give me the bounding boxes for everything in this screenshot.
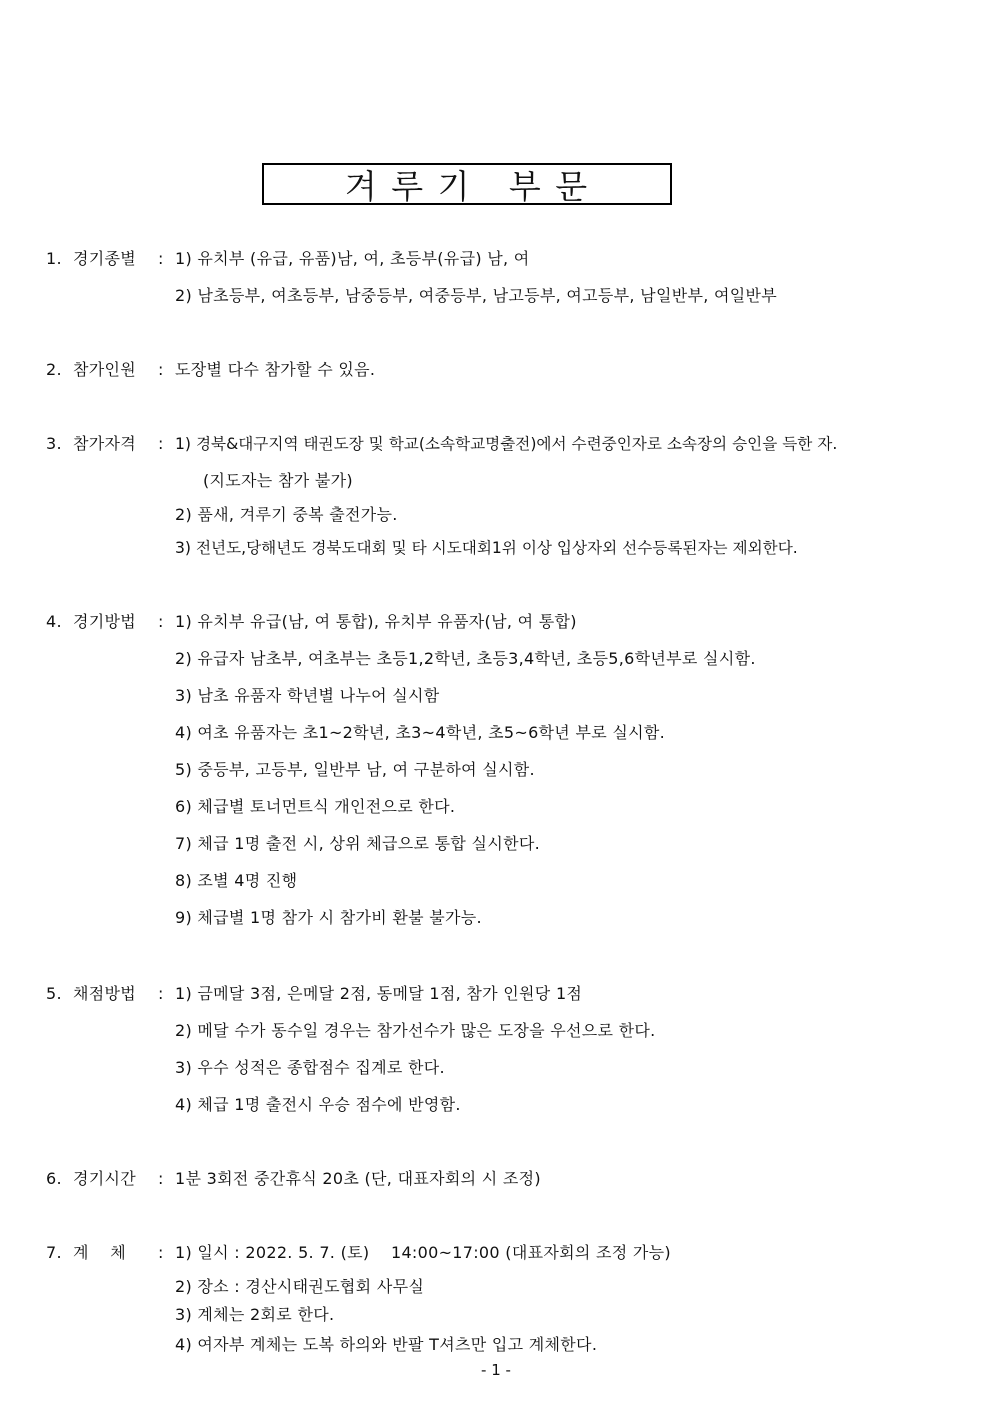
section-number: 6. (46, 1169, 62, 1188)
section-number: 3. (46, 434, 62, 453)
section-label: 경기시간 (73, 1169, 137, 1188)
section-item: 2) 유급자 남초부, 여초부는 초등1,2학년, 초등3,4학년, 초등5,6학년부로 실시함. (175, 649, 756, 668)
section-label: 경기방법 (73, 612, 137, 631)
section-item: 7) 체급 1명 출전 시, 상위 체급으로 통합 실시한다. (175, 834, 540, 853)
section-item: 도장별 다수 참가할 수 있음. (175, 360, 376, 379)
section-item: 3) 계체는 2회로 한다. (175, 1305, 335, 1324)
section-label: 참가자격 (73, 434, 137, 453)
section-item: 1) 일시 : 2022. 5. 7. (토) 14:00~17:00 (대표자회의 조정 가능) (175, 1243, 671, 1262)
section-item: 1분 3회전 중간휴식 20초 (단, 대표자회의 시 조정) (175, 1169, 541, 1188)
section-number: 5. (46, 984, 62, 1003)
section-label: 참가인원 (73, 360, 137, 379)
section-item: 9) 체급별 1명 참가 시 참가비 환불 불가능. (175, 908, 482, 927)
section-label: 경기종별 (73, 249, 137, 268)
section-item: 4) 여초 유품자는 초1~2학년, 초3~4학년, 초5~6학년 부로 실시함. (175, 723, 665, 742)
section-colon: : (158, 249, 164, 268)
section-colon: : (158, 1169, 164, 1188)
section-number: 7. (46, 1243, 62, 1262)
section-title: 겨 루 기 부 문 (344, 166, 590, 206)
section-item: 1) 유치부 유급(남, 여 통합), 유치부 유품자(남, 여 통합) (175, 612, 577, 631)
section-item: 5) 중등부, 고등부, 일반부 남, 여 구분하여 실시함. (175, 760, 535, 779)
section-item: 1) 금메달 3점, 은메달 2점, 동메달 1점, 참가 인원당 1점 (175, 984, 583, 1003)
section-item: 3) 남초 유품자 학년별 나누어 실시함 (175, 686, 440, 705)
section-colon: : (158, 984, 164, 1003)
section-item: 2) 메달 수가 동수일 경우는 참가선수가 많은 도장을 우선으로 한다. (175, 1021, 656, 1040)
section-label: 채점방법 (73, 984, 137, 1003)
section-item: 1) 경북&대구지역 태권도장 및 학교(소속학교명출전)에서 수련중인자로 소속장의 승인을 득한 자. (175, 435, 838, 453)
section-item: 6) 체급별 토너먼트식 개인전으로 한다. (175, 797, 456, 816)
section-colon: : (158, 612, 164, 631)
section-number: 2. (46, 360, 62, 379)
section-label: 계 체 (73, 1243, 127, 1262)
page-number: - 1 - (481, 1361, 511, 1379)
section-number: 4. (46, 612, 62, 631)
section-item: 8) 조별 4명 진행 (175, 871, 298, 890)
section-item-continuation: (지도자는 참가 불가) (203, 471, 353, 490)
section-item: 3) 전년도,당해년도 경북도대회 및 타 시도대회1위 이상 입상자외 선수등록된자는 제외한다. (175, 539, 798, 557)
section-number: 1. (46, 249, 62, 268)
section-item: 4) 여자부 계체는 도복 하의와 반팔 T셔츠만 입고 계체한다. (175, 1335, 598, 1354)
section-item: 2) 품새, 겨루기 중복 출전가능. (175, 505, 398, 524)
section-item: 3) 우수 성적은 종합점수 집계로 한다. (175, 1058, 445, 1077)
section-colon: : (158, 360, 164, 379)
section-colon: : (158, 434, 164, 453)
section-title-box (262, 163, 672, 205)
section-item: 4) 체급 1명 출전시 우승 점수에 반영함. (175, 1095, 461, 1114)
section-colon: : (158, 1243, 164, 1262)
section-item: 2) 남초등부, 여초등부, 남중등부, 여중등부, 남고등부, 여고등부, 남일반부, 여일반부 (175, 286, 778, 305)
section-item: 1) 유치부 (유급, 유품)남, 여, 초등부(유급) 남, 여 (175, 249, 530, 268)
section-item: 2) 장소 : 경산시태권도협회 사무실 (175, 1277, 425, 1296)
